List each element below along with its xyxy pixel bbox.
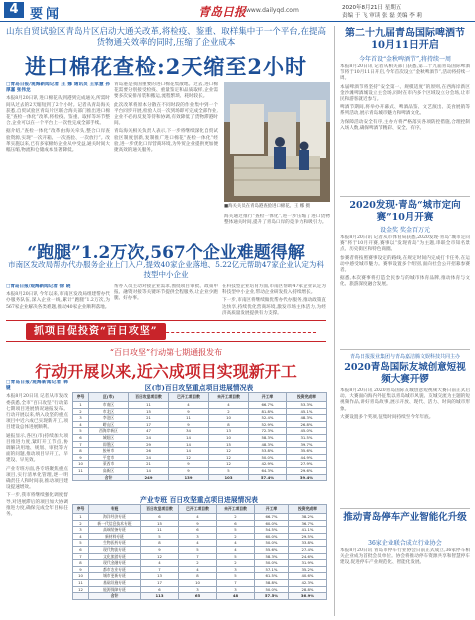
- table-cell: 李沧区: [89, 415, 129, 422]
- table-cell: 2: [179, 560, 217, 567]
- table-cell: 9: [179, 520, 217, 527]
- table-cell: 13: [209, 428, 249, 435]
- table-cell: 4: [209, 402, 249, 409]
- table-header-cell: 百日攻坚项目数: [141, 505, 179, 514]
- table-cell: 60.0%: [255, 520, 289, 527]
- video-contest-headline: 2020青岛国际友城创意短视频大赛开锣: [344, 362, 466, 385]
- table-cell: 31.5%: [287, 434, 327, 441]
- lead-byline: □青岛日报/观海新闻记者 王 娜 通讯员 王家慧 孙厚嘉 张伟龙: [6, 82, 110, 94]
- table-header-cell: 开工率: [249, 393, 287, 402]
- campaign-headline: 行动开展以来,近六成项目实现新开工: [35, 362, 297, 381]
- table-total-row: [73, 474, 327, 481]
- table-cell: 4: [179, 540, 217, 547]
- table-cell: 44.9%: [287, 454, 327, 461]
- table-cell: 24: [129, 454, 169, 461]
- feature2-paragraph: 下一步,市南区将继续做优帮办代办服务,推动政策直达快享,持续优化营商环境,激发市场主体活力,为经济高质量发展提供有力支撑。: [222, 298, 326, 316]
- table-cell: 2: [209, 408, 249, 415]
- table-cell: 12: [141, 553, 179, 560]
- table-cell: 6: [141, 514, 179, 521]
- table-cell: 3: [73, 527, 89, 534]
- table-cell: 34: [169, 428, 209, 435]
- table-cell: 50.0%: [255, 586, 289, 593]
- campaign-paragraph: 下一步,我市将继续强化调度督导,对进展滞后的项目加大协调推进力度,确保完成全年目标任务。: [6, 493, 68, 518]
- table-header-cell: 已开工项目数: [179, 505, 217, 514]
- table-cell: 29.6%: [287, 467, 327, 474]
- lead-kicker: 山东自贸试验区青岛片区启动大通关改革,将检疫、鉴重、取样集中于一个平台,在提高货物通关效率的同时,压缩了企业成本: [6, 27, 326, 48]
- table-cell: 31.9%: [289, 560, 327, 567]
- table-cell: 3: [179, 533, 217, 540]
- table-cell: 48: [217, 593, 255, 600]
- table-cell: 57.1%: [255, 566, 289, 573]
- table-cell: 9: [169, 408, 209, 415]
- table-cell: 14: [169, 434, 209, 441]
- table-cell: 9: [169, 467, 209, 474]
- table-cell: 14: [129, 467, 169, 474]
- beer-festival-paragraph: 为保障活动安全有序,主办方将严格落实各项防控措施,合理控制入场人数,确保啤酒节精彩、安全、有序。: [340, 119, 470, 131]
- table-total-row: [73, 593, 327, 600]
- table-cell: 城市更新专班: [89, 573, 141, 580]
- table-header-row: [73, 505, 327, 514]
- table-cell: 39.7%: [287, 441, 327, 448]
- table-row: [73, 540, 327, 547]
- table-cell: 11: [73, 579, 89, 586]
- table-cell: 139: [169, 474, 209, 481]
- table-cell: 合计: [89, 474, 129, 481]
- table-cell: 莱西市: [89, 461, 129, 468]
- table-cell: 35.2%: [289, 566, 327, 573]
- table-cell: 7: [73, 441, 89, 448]
- table-cell: 36.7%: [289, 520, 327, 527]
- industry-table-title: 产业专班 百日攻坚重点项目进展情况表: [140, 496, 258, 504]
- table-cell: 27.9%: [287, 461, 327, 468]
- campaign-body: [6, 380, 68, 616]
- orienteering-paragraph: 据悉,本次赛事将打造全民参与的城市体育品牌,推动体育与文化、旅游深度融合发展。: [340, 276, 470, 288]
- feature2-column-1: [6, 284, 110, 318]
- table-header-cell: 未开工项目数: [209, 393, 249, 402]
- orienteering-body: [340, 235, 470, 347]
- video-contest-kicker: 青岛日报报业集团与青岛嘉洁腾文娱科技共同主办: [349, 354, 460, 360]
- table-cell: 5: [179, 546, 217, 553]
- table-header-cell: 已开工项目数: [169, 393, 209, 402]
- table-cell: 8: [179, 573, 217, 580]
- lead-paragraph: 海关通过推行“查检一体化”,进一步压缩了进口货物整体通关时间,提升了青岛口岸的竞争力和吸引力。: [224, 214, 330, 226]
- video-contest-paragraph: 大赛设置多个奖项,征集时间持续至今年年底。: [340, 414, 434, 420]
- table-cell: 3: [217, 566, 255, 573]
- table-cell: 西海岸新区: [89, 428, 129, 435]
- table-row: [73, 454, 327, 461]
- beer-festival-body: [340, 64, 470, 194]
- lead-paragraph: 据介绍,“查检一体化”改革由海关牵头,整合口岸查验资源,实现“一次开箱、一次查验、一次放行”。改革实施以来,已有多家棉纺企业从中受益,通关时间大幅压缩,物流和仓储成本显著降低。: [6, 129, 110, 154]
- table-cell: 10: [209, 415, 249, 422]
- table-cell: 61.5%: [255, 573, 289, 580]
- table-cell: 平度市: [89, 454, 129, 461]
- table-row: [73, 553, 327, 560]
- photo-illustration: [224, 82, 330, 202]
- table-cell: 7: [217, 579, 255, 586]
- table-cell: 12: [209, 454, 249, 461]
- table-cell: 能源保障专班: [89, 586, 141, 593]
- table-cell: 4: [141, 560, 179, 567]
- table-cell: 4: [217, 546, 255, 553]
- campaign-label: 抓项目促投资“百日攻坚”: [26, 323, 166, 340]
- table-cell: 新一代信息技术专班: [89, 520, 141, 527]
- table-cell: 10: [73, 461, 89, 468]
- table-cell: 14: [169, 441, 209, 448]
- table-cell: 6: [217, 520, 255, 527]
- table-cell: 21: [129, 461, 169, 468]
- paper-logo: 青岛日报: [198, 5, 247, 19]
- table-cell: 市北区: [89, 408, 129, 415]
- table-cell: 58.8%: [255, 579, 289, 586]
- table-cell: 4: [217, 540, 255, 547]
- table-cell: 12: [73, 586, 89, 593]
- industry-progress-table: [72, 504, 327, 600]
- table-cell: 11: [73, 467, 89, 474]
- table-row: [73, 514, 327, 521]
- table-cell: 58.3%: [249, 434, 287, 441]
- table-cell: 12: [169, 454, 209, 461]
- lead-paragraph: 此次改革将原本分散在不同时段的作业集中到一个平台同步开展,检验人员一次到场即可完成全部作业,企业不必再反复等待和协调,有效降低了货物滞港时间。: [114, 102, 218, 127]
- table-cell: 39.4%: [287, 474, 327, 481]
- table-cell: 55.6%: [255, 546, 289, 553]
- campaign-paragraph: 通报显示,各区(市)持续加大项目推进力度,紧盯开工节点,协调解决用地、规划、审批等方面的问题,推动项目早开工、早建设、早见效。: [6, 433, 68, 464]
- table-cell: 29: [129, 441, 169, 448]
- table-cell: 6: [73, 546, 89, 553]
- table-cell: 52.4%: [249, 415, 287, 422]
- campaign-byline: □青岛日报/观海新闻记者 韩 键: [6, 380, 68, 392]
- table-cell: 4: [179, 514, 217, 521]
- feature2-column-2: [114, 284, 218, 318]
- table-cell: 66.7%: [255, 514, 289, 521]
- lead-column-2: [114, 82, 218, 232]
- table-cell: 50.0%: [255, 560, 289, 567]
- table-header-cell: 百日攻坚项目数: [129, 393, 169, 402]
- table-cell: 21: [129, 415, 169, 422]
- table-cell: 53.8%: [249, 448, 287, 455]
- lead-column-1: [6, 82, 110, 232]
- table-cell: 50.0%: [255, 540, 289, 547]
- table-cell: 48.3%: [287, 415, 327, 422]
- photo-caption: ■海关关员在青岛港查验进口棉花。王 娜 摄: [224, 204, 310, 209]
- table-row: [73, 520, 327, 527]
- district-progress-table: [72, 392, 327, 481]
- table-cell: 9: [141, 546, 179, 553]
- table-cell: 10: [209, 434, 249, 441]
- table-cell: 41.1%: [289, 527, 327, 534]
- publication-date: 2020年8月21日 星期五: [342, 5, 402, 11]
- feature2-subhead: 市南区发改局帮办代办服务企业上门入户,提效40家企业落地、5.22亿元帮助47家企业认定为科技型中小企业: [8, 260, 324, 279]
- cotton-inspection-photo: [224, 82, 330, 202]
- table-row: [73, 441, 327, 448]
- table-header-cell: 区(市): [89, 393, 129, 402]
- table-cell: 81.8%: [249, 408, 287, 415]
- lead-paragraph: 本报8月20日讯 进口棉花从到港到完成通关,所需时间从过去的2天缩短到了2个小时。记者从青岛海关获悉,自贸试验区青岛片区联合海关部门推出进口棉花“查检一体化”改革,将检疫、鉴重、取样等环节整合,企业可以在一个平台上一次性完成全部手续。: [6, 96, 110, 127]
- table-cell: 城阳区: [89, 434, 129, 441]
- video-contest-body: [340, 388, 470, 506]
- table-cell: 6: [141, 586, 179, 593]
- table-cell: 24.6%: [289, 553, 327, 560]
- table-cell: 6: [73, 434, 89, 441]
- table-cell: 14: [169, 448, 209, 455]
- table-cell: 9: [169, 421, 209, 428]
- table-cell: 5: [73, 540, 89, 547]
- table-cell: [73, 593, 89, 600]
- table-cell: 60.0%: [255, 533, 289, 540]
- table-cell: 生物医药专班: [89, 540, 141, 547]
- table-header-cell: 投资完成率: [289, 505, 327, 514]
- table-cell: 市南区: [89, 402, 129, 409]
- table-cell: 5: [217, 553, 255, 560]
- table-cell: 249: [129, 474, 169, 481]
- section-rule: [340, 349, 470, 350]
- table-cell: 8: [73, 560, 89, 567]
- feature2-column-3: [222, 284, 326, 318]
- table-cell: 15: [141, 520, 179, 527]
- table-cell: 45.1%: [287, 408, 327, 415]
- table-cell: [73, 474, 89, 481]
- table-cell: 17: [141, 579, 179, 586]
- table-cell: 崂山区: [89, 421, 129, 428]
- table-cell: 35.6%: [287, 448, 327, 455]
- table-cell: 65: [179, 593, 217, 600]
- table-cell: 11: [141, 527, 179, 534]
- table-cell: 海洋经济专班: [89, 514, 141, 521]
- table-cell: 103: [209, 474, 249, 481]
- table-cell: 即墨区: [89, 441, 129, 448]
- table-header-cell: 投资完成率: [287, 393, 327, 402]
- table-cell: 2: [217, 533, 255, 540]
- table-cell: 66.7%: [249, 402, 287, 409]
- district-table-title: 区(市)百日攻坚重点项目进展情况表: [144, 384, 254, 392]
- video-contest-paragraph: 本报8月20日讯 2020青岛国际友城创意短视频大赛日前正式启动。大赛面向海内外征集以青岛城市风貌、友城交流为主题的短视频作品,讲好青岛故事,展示开放、现代、活力、时尚的城市形象。: [340, 388, 470, 412]
- table-row: [73, 566, 327, 573]
- table-cell: 2: [73, 520, 89, 527]
- table-row: [73, 415, 327, 422]
- table-cell: 文化旅游专班: [89, 553, 141, 560]
- table-cell: 3: [179, 586, 217, 593]
- campaign-kicker: “百日攻坚”行动第七期通报发布: [109, 348, 223, 357]
- table-cell: 6: [179, 527, 217, 534]
- table-cell: 10: [179, 579, 217, 586]
- orienteering-subhead: 设金奖 奖金百万元: [380, 227, 430, 234]
- table-cell: 12: [209, 461, 249, 468]
- table-cell: 现代金融专班: [89, 560, 141, 567]
- table-cell: 17: [129, 421, 169, 428]
- table-cell: 72.3%: [249, 428, 287, 435]
- table-cell: 64.3%: [249, 467, 287, 474]
- table-cell: 7: [141, 566, 179, 573]
- table-cell: 38.2%: [289, 514, 327, 521]
- table-cell: 8: [73, 448, 89, 455]
- table-header-cell: 开工率: [255, 505, 289, 514]
- table-cell: 12: [209, 448, 249, 455]
- table-cell: 13: [141, 573, 179, 580]
- table-cell: 2: [217, 514, 255, 521]
- table-cell: 7: [179, 553, 217, 560]
- table-cell: 合计: [89, 593, 141, 600]
- table-cell: 9: [73, 566, 89, 573]
- orienteering-paragraph: 本报8月20日讯 记者从市体育局获悉,2020发现·青岛“城市定向赛”将于10月开赛,赛事以“发现青岛”为主题,串联全市知名景点、历史街区和特色商圈。: [340, 235, 470, 253]
- lead-paragraph: 青岛港是我国重要的进口棉花集散地。过去,进口棉花需要分别接受检疫、重量鉴定和品质取样,企业需要多次安排吊装和搬运,流程繁琐、耗时较长。: [114, 82, 218, 100]
- table-cell: 45.0%: [287, 428, 327, 435]
- feature2-byline: □青岛日报/观海新闻记者 徐 晓: [6, 284, 71, 289]
- table-cell: 高端装备专班: [89, 527, 141, 534]
- table-cell: 58.3%: [255, 553, 289, 560]
- beer-festival-paragraph: 本报8月20日讯 记者从相关部门获悉,第二十九届青岛国际啤酒节将于10月11日开启,今年首次设立“金秋啤酒节”,活动将持续一周。: [340, 64, 470, 82]
- table-row: [73, 546, 327, 553]
- table-cell: 4: [179, 566, 217, 573]
- table-header-cell: 序号: [73, 505, 89, 514]
- table-cell: 57.5%: [255, 593, 289, 600]
- table-row: [73, 467, 327, 474]
- banner-rule: [156, 332, 316, 333]
- table-cell: 26: [129, 448, 169, 455]
- table-cell: 40.6%: [289, 573, 327, 580]
- table-cell: 5: [141, 533, 179, 540]
- table-cell: 10: [73, 573, 89, 580]
- table-cell: 53.3%: [287, 402, 327, 409]
- table-row: [73, 402, 327, 409]
- table-row: [73, 579, 327, 586]
- masthead: [0, 0, 475, 22]
- table-header-cell: 未开工项目数: [217, 505, 255, 514]
- table-cell: 9: [169, 461, 209, 468]
- table-cell: 28.8%: [289, 586, 327, 593]
- campaign-paragraph: 本报8月20日讯 记者从市发改委获悉,全市“百日攻坚”行动第七期项目进展情况通报发布。行动开展以来,纳入攻坚的重点项目中近六成已实现新开工,项目建设总体进展顺利。: [6, 394, 68, 431]
- table-row: [73, 428, 327, 435]
- orienteering-headline: 2020发现·青岛“城市定向赛”10月开赛: [349, 200, 461, 223]
- table-cell: 15: [209, 441, 249, 448]
- feature2-paragraph: 帮办人员主动对接企业需求,围绕项目审批、政策申报、融资对接等关键环节提供全程服务,让企业少跑腿、好办事。: [114, 284, 218, 302]
- table-cell: 42.3%: [289, 579, 327, 586]
- parking-paragraph: 本报8月20日讯 青岛市停车行业协会日前正式成立,36家停车相关企业成为首批会员单位。协会将推动停车资源共享和智慧停车建设,促进停车产业规范化、智能化发展。: [340, 548, 470, 566]
- table-cell: 1: [73, 402, 89, 409]
- table-row: [73, 461, 327, 468]
- table-row: [73, 527, 327, 534]
- table-cell: 27.4%: [289, 546, 327, 553]
- table-cell: 33.8%: [289, 540, 327, 547]
- table-row: [73, 421, 327, 428]
- table-cell: 5: [217, 573, 255, 580]
- table-cell: 48.3%: [249, 441, 287, 448]
- lead-headline: 进口棉花查检:2天缩至2小时: [25, 54, 307, 79]
- table-cell: 5: [209, 467, 249, 474]
- table-row: [73, 533, 327, 540]
- table-cell: 8: [141, 540, 179, 547]
- beer-festival-paragraph: 本届啤酒节将坚持“安全第一、规模适度”的原则,在西海岸新区金沙滩啤酒城设立主会场,同时在市内多个区域设立分会场,让市民和游客就近参与。: [340, 84, 470, 103]
- page-number: 4: [4, 2, 24, 18]
- table-cell: 29.5%: [289, 533, 327, 540]
- table-cell: 2: [217, 560, 255, 567]
- table-cell: 3: [73, 415, 89, 422]
- feature2-paragraph: 在科技型企业培育方面,市南区帮助47家企业认定为科技型中小企业,带动企业研发投入持续增长。: [222, 284, 326, 296]
- table-cell: 11: [169, 415, 209, 422]
- table-cell: 7: [73, 553, 89, 560]
- section-rule: [340, 196, 470, 197]
- table-cell: 113: [141, 593, 179, 600]
- column-divider: [334, 26, 335, 616]
- table-row: [73, 448, 327, 455]
- table-cell: 47: [129, 428, 169, 435]
- beer-festival-subhead: 今年首设“金秋啤酒节”,将持续一周: [358, 56, 452, 63]
- table-header-cell: 序号: [73, 393, 89, 402]
- table-row: [73, 434, 327, 441]
- lead-paragraph: 青岛海关相关负责人表示,下一步将继续深化自贸试验区制度创新,复制推广进口棉花“查检一体化”经验,进一步优化口岸营商环境,为外贸企业提供更加便捷高效的通关服务。: [114, 129, 218, 154]
- table-cell: 57.4%: [249, 474, 287, 481]
- parking-body: [340, 548, 470, 614]
- section-rule: [340, 508, 470, 509]
- table-cell: 36.9%: [289, 593, 327, 600]
- table-cell: 26.8%: [287, 421, 327, 428]
- table-cell: 新材料专班: [89, 533, 141, 540]
- table-row: [73, 573, 327, 580]
- table-cell: 5: [73, 428, 89, 435]
- table-row: [73, 408, 327, 415]
- orienteering-paragraph: 参赛者将按照赛事设定的路线,在规定时间内完成打卡任务,在运动中感受城市魅力。赛事设置多个组别,面向社会公开招募参赛者。: [340, 255, 470, 274]
- table-cell: 9: [73, 454, 89, 461]
- table-cell: 52.9%: [249, 421, 287, 428]
- table-cell: 50.0%: [249, 454, 287, 461]
- feature2-headline: “跑腿”1.2万次,567个企业难题得解: [27, 243, 305, 263]
- beer-festival-headline: 第二十九届青岛国际啤酒节10月11日开启: [345, 28, 465, 51]
- table-cell: 3: [217, 586, 255, 593]
- table-cell: 24: [129, 434, 169, 441]
- parking-headline: 推动青岛停车产业智能化升级: [343, 512, 467, 523]
- table-header-row: [73, 393, 327, 402]
- table-header-cell: 专班: [89, 505, 141, 514]
- editors-line: 责编 于 飞 审读 张 磊 美编 李 莉: [342, 13, 422, 19]
- feature2-paragraph: 本报8月20日讯 今年以来,市南区发改局组建帮办代办服务队伍,深入企业一线,累计“跑腿”1.2万次,为567家企业解决各类难题,推动40家企业顺利落地。: [6, 292, 110, 310]
- table-row: [73, 560, 327, 567]
- table-cell: 5: [217, 527, 255, 534]
- table-cell: 8: [209, 421, 249, 428]
- table-row: [73, 586, 327, 593]
- lead-continued: [224, 214, 330, 232]
- table-cell: 42.9%: [249, 461, 287, 468]
- table-cell: 基础设施专班: [89, 579, 141, 586]
- table-cell: 都市农业专班: [89, 566, 141, 573]
- table-cell: 2: [73, 408, 89, 415]
- parking-subhead: 36家企业联合成立行业协会: [368, 540, 442, 547]
- section-name: 要闻: [30, 7, 63, 22]
- table-cell: 高新区: [89, 467, 129, 474]
- table-cell: 15: [129, 408, 169, 415]
- table-cell: 胶州市: [89, 448, 129, 455]
- campaign-paragraph: 产业专班方面,各专班聚焦重点项目,实行清单化管理,逐一明确责任人和时间表,推动项目建设提速增效。: [6, 466, 68, 491]
- campaign-banner: [6, 320, 326, 342]
- table-cell: 11: [129, 402, 169, 409]
- table-cell: 1: [73, 514, 89, 521]
- beer-festival-paragraph: 啤酒节期间,将举办开幕式、啤酒品鉴、文艺演出、美食展销等系列活动,展示青岛城市魅力和啤酒文化。: [340, 105, 470, 117]
- table-cell: 现代物流专班: [89, 546, 141, 553]
- table-cell: 4: [73, 533, 89, 540]
- table-cell: 54.5%: [255, 527, 289, 534]
- paper-url: www.dailyqd.com: [246, 7, 299, 14]
- table-cell: 4: [169, 402, 209, 409]
- table-cell: 4: [73, 421, 89, 428]
